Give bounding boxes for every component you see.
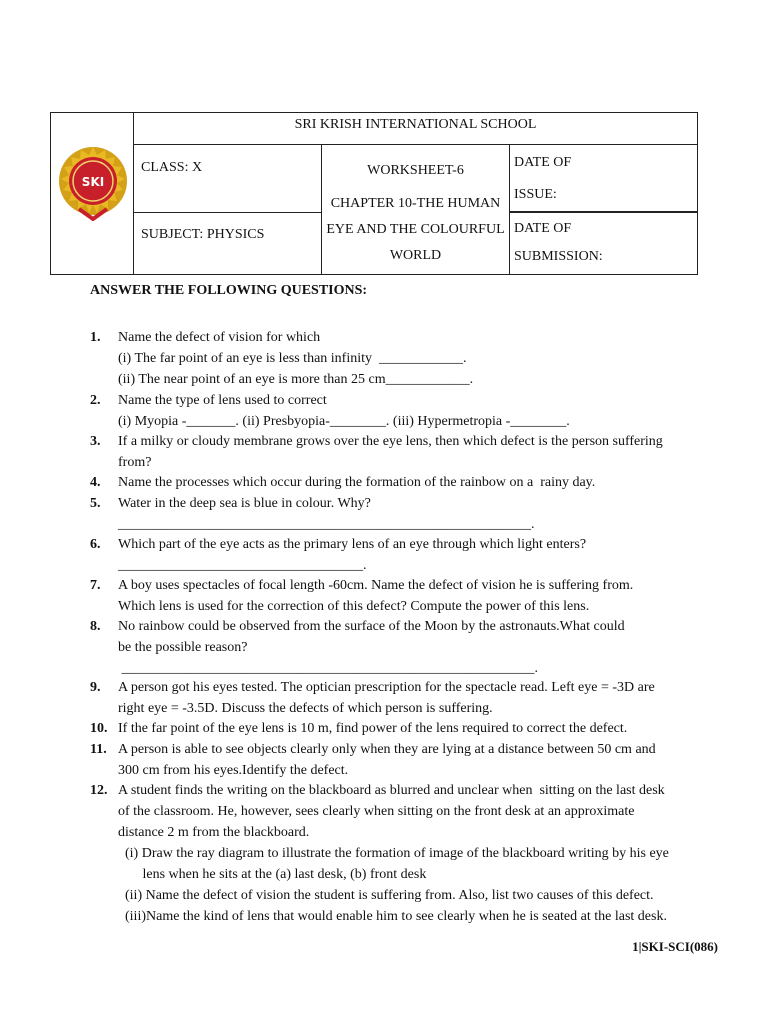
question-line: (ii) The near point of an eye is more than 25 cm____________. [118,372,474,387]
question-line: ___________________________________________________________. [118,517,535,532]
question-line: Name the processes which occur during the formation of the rainbow on a rainy day. [118,475,596,490]
date-of-issue-label-2: ISSUE: [514,187,557,202]
question-item [90,472,720,493]
worksheet-title-cell [322,145,510,275]
logo-cell [51,113,134,275]
question-line: A person got his eyes tested. The optician prescription for the spectacle read. Left eye = -3D are [118,680,655,695]
school-name: SRI KRISH INTERNATIONAL SCHOOL [134,113,698,145]
worksheet-title: WORKSHEET-6 [367,163,464,178]
question-text [118,472,720,493]
question-line: Water in the deep sea is blue in colour. Why? [118,496,371,511]
question-line: right eye = -3.5D. Discuss the defects of which person is suffering. [118,701,493,716]
date-of-submission-label-2: SUBMISSION: [514,249,603,264]
question-number: 8. [90,619,101,634]
question-line: If the far point of the eye lens is 10 m, find power of the lens required to correct the defect. [118,721,628,736]
question-number: 5. [90,496,101,511]
question-text [118,390,720,432]
question-item [90,390,720,432]
question-line: 300 cm from his eyes.Identify the defect. [118,763,349,778]
question-number: 9. [90,680,101,695]
question-item [90,739,720,781]
question-line: from? [118,455,152,470]
school-logo-icon [57,145,129,221]
date-of-issue-label-1: DATE OF [514,155,572,170]
question-line: lens when he sits at the (a) last desk, (b) front desk [118,867,427,882]
question-line: distance 2 m from the blackboard. [118,825,310,840]
class-label: CLASS: X [134,145,322,213]
question-text [118,677,720,719]
question-item [90,718,720,739]
question-text [118,431,720,473]
question-text [118,493,720,535]
subject-label: SUBJECT: PHYSICS [134,212,322,274]
question-line: of the classroom. He, however, sees clearly when sitting on the front desk at an approximate [118,804,635,819]
question-line: Name the type of lens used to correct [118,393,327,408]
question-text [118,780,720,927]
question-line: ___________________________________. [118,558,367,573]
question-line: A person is able to see objects clearly only when they are lying at a distance between 50 cm and [118,742,656,757]
question-line: (i) The far point of an eye is less than infinity ____________. [118,351,467,366]
question-line: be the possible reason? [118,640,248,655]
question-line: Name the defect of vision for which [118,330,321,345]
question-text [118,739,720,781]
question-item [90,677,720,719]
question-item [90,431,720,473]
chapter-title: CHAPTER 10-THE HUMAN EYE AND THE COLOURFUL WORLD [326,196,505,263]
question-text [118,534,720,576]
question-line: Which lens is used for the correction of this defect? Compute the power of this lens. [118,599,590,614]
question-line: A boy uses spectacles of focal length -60cm. Name the defect of vision he is suffering from. [118,578,634,593]
question-item [90,616,720,679]
question-text [118,575,720,617]
question-item [90,575,720,617]
question-line: No rainbow could be observed from the surface of the Moon by the astronauts.What could [118,619,625,634]
question-item [90,327,720,390]
question-number: 2. [90,393,101,408]
question-number: 12. [90,783,108,798]
question-item [90,493,720,535]
question-line: If a milky or cloudy membrane grows over the eye lens, then which defect is the person suffering [118,434,663,449]
question-text [118,327,720,390]
question-line: A student finds the writing on the blackboard as blurred and unclear when sitting on the last desk [118,783,665,798]
question-number: 4. [90,475,101,490]
logo-text: SKI [81,175,105,189]
question-line: (iii)Name the kind of lens that would enable him to see clearly when he is seated at the last desk. [118,909,667,924]
question-line: (i) Draw the ray diagram to illustrate the formation of image of the blackboard writing by his eye [118,846,669,861]
date-of-submission-cell [510,212,698,274]
question-item [90,780,720,927]
question-number: 11. [90,742,107,757]
date-of-issue-cell [510,145,698,213]
instruction-heading: ANSWER THE FOLLOWING QUESTIONS: [90,283,368,298]
question-text [118,718,720,739]
date-of-submission-label-1: DATE OF [514,221,572,236]
question-line: (ii) Name the defect of vision the student is suffering from. Also, list two causes of this defect. [118,888,654,903]
header-table [50,112,698,275]
question-item [90,534,720,576]
question-number: 7. [90,578,101,593]
question-line: (i) Myopia -_______. (ii) Presbyopia-________. (iii) Hypermetropia -________. [118,414,570,429]
page-footer: 1|SKI-SCI(086) [632,939,718,954]
question-line: Which part of the eye acts as the primary lens of an eye through which light enters? [118,537,587,552]
question-text [118,616,720,679]
question-number: 10. [90,721,108,736]
question-number: 1. [90,330,101,345]
question-number: 3. [90,434,101,449]
question-number: 6. [90,537,101,552]
question-line: ___________________________________________________________. [118,661,538,676]
